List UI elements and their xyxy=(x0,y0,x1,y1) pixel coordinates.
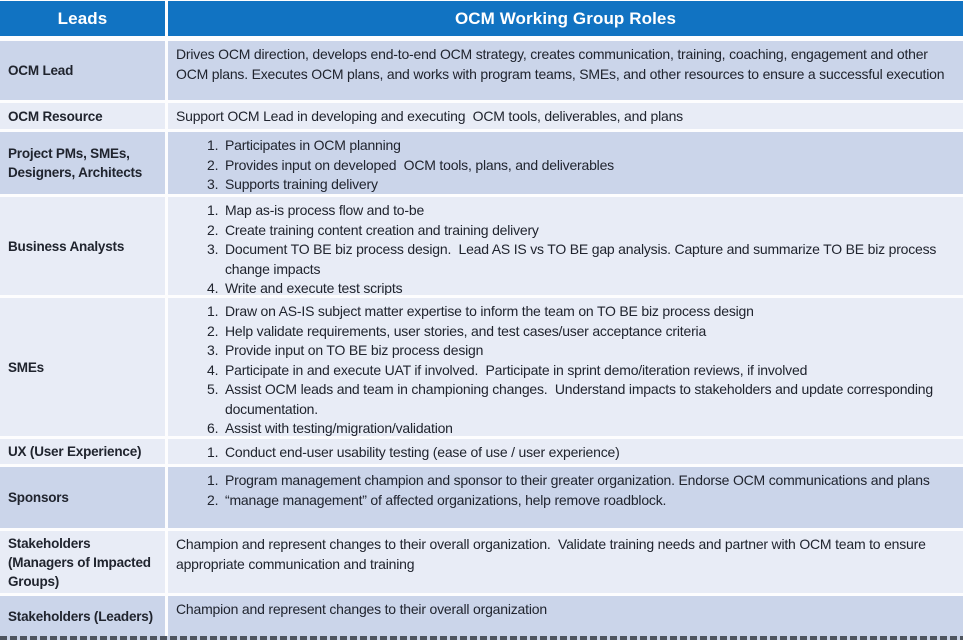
role-list-item: 6. Assist with testing/migration/validation xyxy=(222,419,953,436)
table-row-stakeholders-managers xyxy=(0,531,963,593)
table-row-sponsors xyxy=(0,467,963,528)
row-lead-cell xyxy=(0,439,165,464)
lead-label: Sponsors xyxy=(8,490,69,505)
row-content-cell xyxy=(168,298,963,436)
role-paragraph: Drives OCM direction, develops end-to-end OCM strategy, creates communication, training, coaching, engagement and other OCM plans. Executes OCM plans, and works with program teams, SMEs, and other resources to ensure a successful execution xyxy=(176,46,945,82)
role-list-item: 1. Participates in OCM planning xyxy=(222,136,953,156)
role-list-item: 3. Provide input on TO BE biz process design xyxy=(222,341,953,361)
role-list xyxy=(176,201,953,295)
row-content-cell xyxy=(168,103,963,129)
role-list-item: 1. Conduct end-user usability testing (ease of use / user experience) xyxy=(222,443,953,463)
row-lead-cell xyxy=(0,197,165,295)
header-cell-leads xyxy=(0,1,165,36)
header-cell-roles xyxy=(168,1,963,36)
row-content-cell xyxy=(168,531,963,593)
role-list-item: 4. Participate in and execute UAT if involved. Participate in sprint demo/iteration reviews, if involved xyxy=(222,361,953,381)
role-list-item: 2. Provides input on developed OCM tools, plans, and deliverables xyxy=(222,156,953,176)
role-list-item: 1. Program management champion and sponsor to their greater organization. Endorse OCM communications and plans xyxy=(222,471,953,491)
roles-header-label: OCM Working Group Roles xyxy=(454,8,677,28)
row-lead-cell xyxy=(0,103,165,129)
lead-label: Business Analysts xyxy=(8,238,125,254)
bottom-border-strip xyxy=(0,636,963,640)
role-list-item: 4. Write and execute test scripts xyxy=(222,279,953,295)
role-list xyxy=(176,471,953,510)
role-list-item: 5. Assist OCM leads and team in championing changes. Understand impacts to stakeholders and update corresponding documentation. xyxy=(222,380,953,419)
row-content-cell xyxy=(168,41,963,100)
role-paragraph: Champion and represent changes to their overall organization xyxy=(176,601,547,617)
role-list-item: 3. Document TO BE biz process design. Lead AS IS vs TO BE gap analysis. Capture and summarize TO BE biz process change impacts xyxy=(222,240,953,279)
role-list-item: 2. “manage management” of affected organizations, help remove roadblock. xyxy=(222,491,953,511)
leads-header-label: Leads xyxy=(57,8,108,28)
table-row-ocm-lead xyxy=(0,41,963,100)
row-lead-cell xyxy=(0,298,165,436)
row-lead-cell xyxy=(0,596,165,636)
table-row-project-pms xyxy=(0,132,963,194)
lead-label: Stakeholders (Leaders) xyxy=(8,608,153,624)
row-content-cell xyxy=(168,132,963,194)
role-list xyxy=(176,302,953,436)
table-row-business-analysts xyxy=(0,197,963,295)
row-lead-cell xyxy=(0,531,165,593)
role-list-item: 2. Help validate requirements, user stories, and test cases/user acceptance criteria xyxy=(222,322,953,342)
row-lead-cell xyxy=(0,41,165,100)
lead-label: SMEs xyxy=(8,359,44,375)
row-lead-cell xyxy=(0,467,165,528)
role-list xyxy=(176,443,953,463)
table-row-ux xyxy=(0,439,963,464)
lead-label: OCM Lead xyxy=(8,63,74,78)
role-list-item: 1. Draw on AS-IS subject matter expertise to inform the team on TO BE biz process design xyxy=(222,302,953,322)
table-header-row xyxy=(0,1,963,36)
table-row-stakeholders-leaders xyxy=(0,596,963,636)
table-body xyxy=(0,41,963,636)
role-list-item: 1. Map as-is process flow and to-be xyxy=(222,201,953,221)
lead-label: Stakeholders (Managers of Impacted Groups) xyxy=(8,535,151,589)
role-paragraph: Support OCM Lead in developing and executing OCM tools, deliverables, and plans xyxy=(176,108,683,124)
role-paragraph: Champion and represent changes to their overall organization. Validate training needs and partner with OCM team to ensure appropriate communication and training xyxy=(176,536,930,572)
table-row-ocm-resource xyxy=(0,103,963,129)
role-list-item: 2. Create training content creation and training delivery xyxy=(222,221,953,241)
row-content-cell xyxy=(168,596,963,636)
lead-label: OCM Resource xyxy=(8,108,103,124)
lead-label: Project PMs, SMEs, Designers, Architects xyxy=(8,146,143,180)
row-content-cell xyxy=(168,197,963,295)
row-lead-cell xyxy=(0,132,165,194)
table-row-smes xyxy=(0,298,963,436)
role-list-item: 3. Supports training delivery xyxy=(222,175,953,194)
row-content-cell xyxy=(168,467,963,528)
role-list xyxy=(176,136,953,194)
lead-label: UX (User Experience) xyxy=(8,444,142,459)
row-content-cell xyxy=(168,439,963,464)
